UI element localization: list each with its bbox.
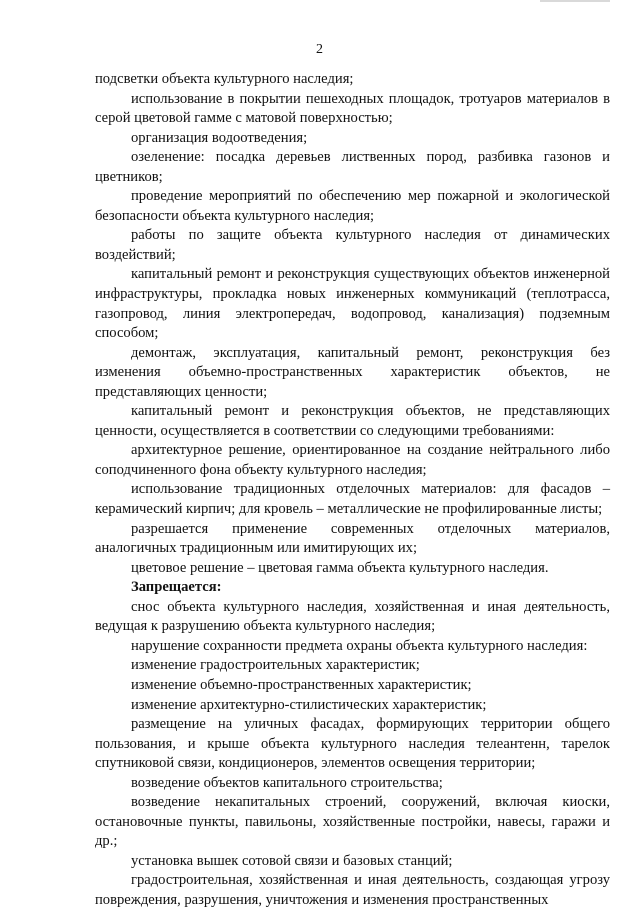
paragraph: подсветки объекта культурного наследия;	[95, 71, 354, 87]
paragraph: цветовое решение – цветовая гамма объекта культурного наследия.	[131, 559, 549, 576]
paragraph: организация водоотведения;	[131, 129, 308, 146]
paragraph: архитектурное решение, ориентированное на создание нейтрального либо соподчиненного фона объекту культурного наследия;	[95, 442, 610, 478]
scan-edge-mark	[540, 0, 610, 2]
paragraph: использование традиционных отделочных материалов: для фасадов – керамический кирпич; для кровель – металлические не профилированные листы;	[95, 481, 610, 518]
paragraph: изменение объемно-пространственных характеристик;	[131, 676, 472, 693]
document-body	[95, 70, 610, 911]
section-heading-prohibited: Запрещается:	[131, 579, 222, 596]
paragraph: возведение некапитальных строений, сооружений, включая киоски, остановочные пункты, павильоны, хозяйственные постройки, навесы, гаражи и др.;	[95, 794, 610, 850]
paragraph: градостроительная, хозяйственная и иная деятельность, создающая угрозу повреждения, разрушения, уничтожения и изменения пространственных	[95, 872, 610, 908]
paragraph: капитальный ремонт и реконструкция существующих объектов инженерной инфраструктуры, прокладка новых инженерных коммуникаций (теплотрасса, газопровод, линия электропередач, водопровод, канализация) подземным способом;	[95, 266, 610, 342]
paragraph: капитальный ремонт и реконструкция объектов, не представляющих ценности, осуществляется в соответствии со следующими требованиями:	[95, 403, 610, 439]
paragraph: изменение градостроительных характеристик;	[131, 657, 420, 674]
paragraph: проведение мероприятий по обеспечению мер пожарной и экологической безопасности объекта культурного наследия;	[95, 188, 610, 224]
paragraph: установка вышек сотовой связи и базовых станций;	[131, 852, 453, 869]
paragraph: озеленение: посадка деревьев лиственных пород, разбивка газонов и цветников;	[95, 149, 610, 185]
paragraph: демонтаж, эксплуатация, капитальный ремонт, реконструкция без изменения объемно-пространственных характеристик объектов, не представляющих ценности;	[95, 344, 610, 400]
paragraph: разрешается применение современных отделочных материалов, аналогичных традиционным или имитирующих их;	[95, 520, 610, 557]
paragraph: использование в покрытии пешеходных площадок, тротуаров материалов в серой цветовой гамме с матовой поверхностью;	[95, 90, 610, 127]
paragraph: работы по защите объекта культурного наследия от динамических воздействий;	[95, 227, 610, 263]
paragraph: размещение на уличных фасадах, формирующих территории общего пользования, и крыше объекта культурного наследия телеантенн, тарелок спутниковой связи, кондиционеров, элементов освещения территории;	[95, 716, 610, 772]
paragraph: снос объекта культурного наследия, хозяйственная и иная деятельность, ведущая к разрушению объекта культурного наследия;	[95, 598, 610, 635]
paragraph: изменение архитектурно-стилистических характеристик;	[131, 696, 487, 713]
paragraph: возведение объектов капитального строительства;	[131, 774, 443, 791]
page-number: 2	[316, 42, 323, 57]
paragraph: нарушение сохранности предмета охраны объекта культурного наследия:	[131, 637, 588, 654]
